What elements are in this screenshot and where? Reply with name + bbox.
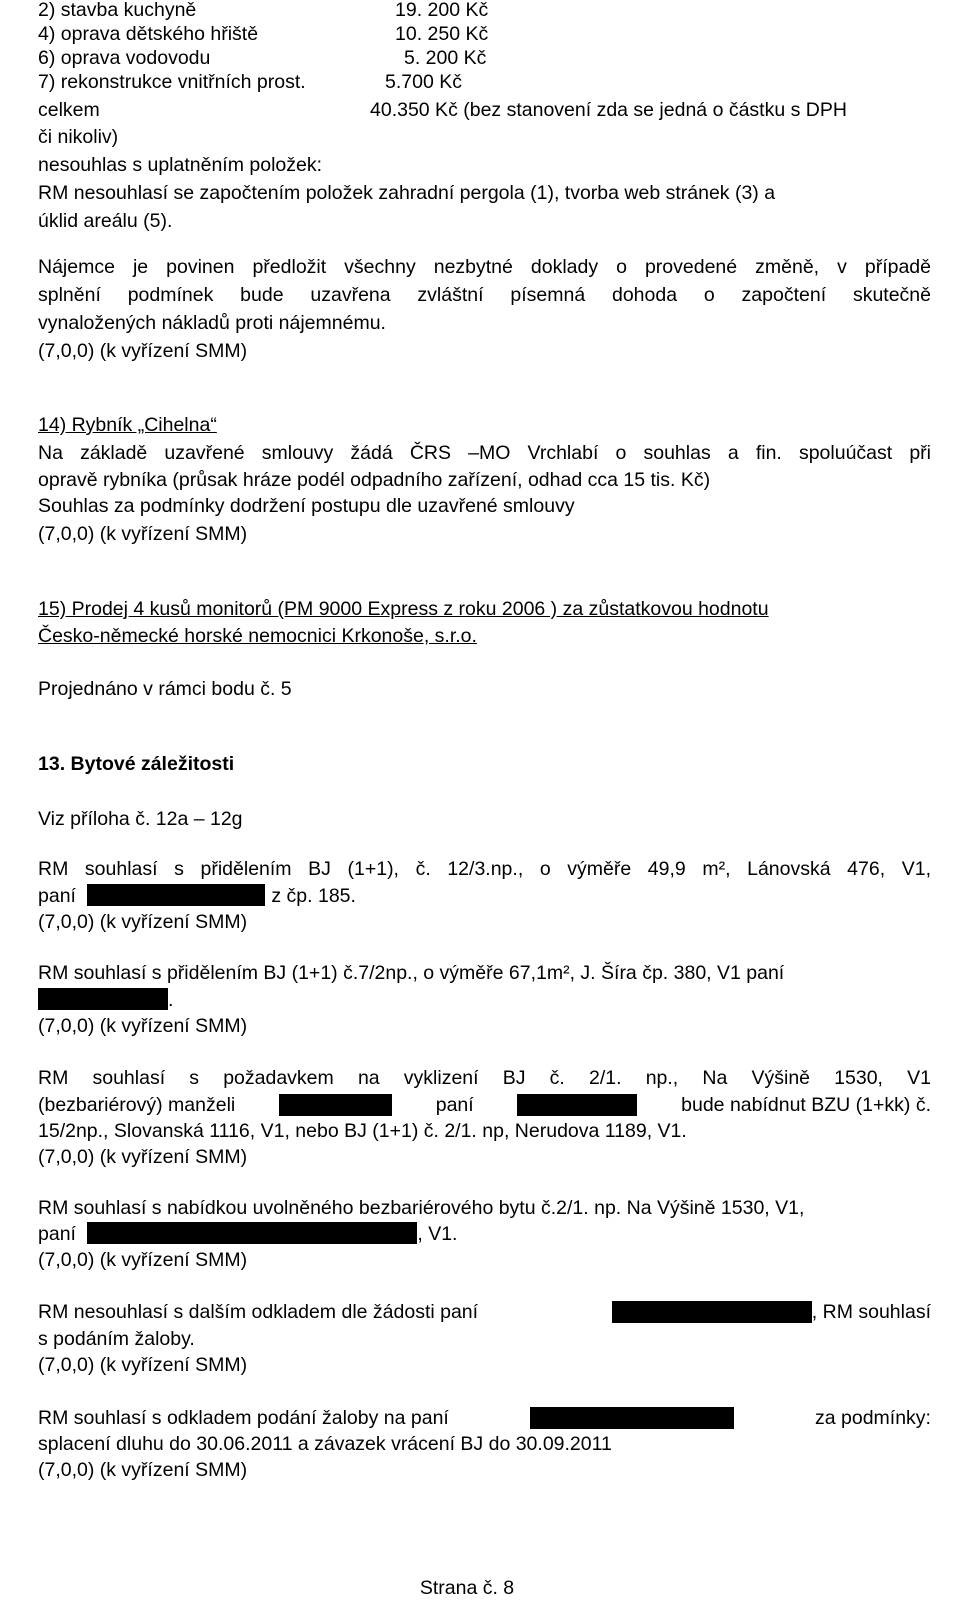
- bj3-post: bude nabídnut BZU (1+kk) č.: [681, 1094, 931, 1116]
- redaction-box: [517, 1094, 637, 1116]
- item-label-6: 6) oprava vodovodu: [38, 47, 211, 69]
- redaction-box: [87, 1222, 417, 1244]
- bj3-mid: paní: [435, 1094, 474, 1116]
- item15-body: Projednáno v rámci bodu č. 5: [38, 678, 292, 700]
- item-amount-4: 10. 250 Kč: [395, 23, 489, 45]
- redaction-box: [279, 1094, 392, 1116]
- bj6-line-1: [38, 1406, 931, 1430]
- vote-result: (7,0,0) (k vyřízení SMM): [38, 911, 248, 933]
- vote-result: (7,0,0) (k vyřízení SMM): [38, 1459, 248, 1481]
- najemce-line-3: vynaložených nákladů proti nájemnému.: [38, 312, 386, 334]
- vote-result: (7,0,0) (k vyřízení SMM): [38, 1015, 248, 1037]
- item-label-4: 4) oprava dětského hřiště: [38, 23, 259, 45]
- bj6-line-2: splacení dluhu do 30.06.2011 a závazek vrácení BJ do 30.09.2011: [38, 1433, 612, 1455]
- item-amount-7: 5.700 Kč: [385, 71, 462, 93]
- bj5-line-1: [38, 1300, 931, 1324]
- item15-title-line-2: Česko-německé horské nemocnici Krkonoše, s.r.o.: [38, 625, 477, 647]
- bj3-line-3: 15/2np., Slovanská 1116, V1, nebo BJ (1+1) č. 2/1. np, Nerudova 1189, V1.: [38, 1120, 687, 1142]
- bj3-line-2: [38, 1093, 931, 1117]
- page-number: Strana č. 8: [419, 1577, 515, 1599]
- bj2-line-2: [38, 988, 173, 1012]
- redaction-box: [87, 884, 265, 906]
- vote-result: (7,0,0) (k vyřízení SMM): [38, 1146, 248, 1168]
- rm-nesouhlasi-line-2: úklid areálu (5).: [38, 210, 173, 232]
- vote-result: (7,0,0) (k vyřízení SMM): [38, 340, 248, 362]
- item-label-7: 7) rekonstrukce vnitřních prost.: [38, 71, 306, 93]
- bj5-line-2: s podáním žaloby.: [38, 1328, 195, 1350]
- item14-title: 14) Rybník „Cihelna“: [38, 414, 217, 436]
- priloha-ref: Viz příloha č. 12a – 12g: [38, 808, 243, 830]
- bj6-pre: RM souhlasí s odkladem podání žaloby na paní: [38, 1407, 449, 1429]
- bj4-line-2: [38, 1222, 457, 1246]
- section-heading: [38, 752, 234, 776]
- item-amount-2: 19. 200 Kč: [395, 0, 489, 21]
- bj1-post: z čp. 185.: [271, 885, 356, 907]
- bj4-pre: paní: [38, 1223, 76, 1245]
- vote-result: (7,0,0) (k vyřízení SMM): [38, 523, 248, 545]
- vote-result: (7,0,0) (k vyřízení SMM): [38, 1249, 248, 1271]
- item14-line-3: Souhlas za podmínky dodržení postupu dle uzavřené smlouvy: [38, 495, 575, 517]
- total-label: celkem: [38, 99, 100, 121]
- bj2-line-1: RM souhlasí s přidělením BJ (1+1) č.7/2np., o výměře 67,1m², J. Šíra čp. 380, V1 paní: [38, 962, 785, 984]
- bj5-pre: RM nesouhlasí s dalším odkladem dle žádosti paní: [38, 1301, 479, 1323]
- bj3-line-1: RM souhlasí s požadavkem na vyklizení BJ č. 2/1. np., Na Výšině 1530, V1: [38, 1067, 931, 1089]
- bj2-post: .: [168, 989, 174, 1011]
- item15-title-line-1: 15) Prodej 4 kusů monitorů (PM 9000 Express z roku 2006 ) za zůstatkovou hodnotu: [38, 598, 769, 620]
- bj1-pre: paní: [38, 885, 76, 907]
- vote-result: (7,0,0) (k vyřízení SMM): [38, 1354, 248, 1376]
- item-amount-6: 5. 200 Kč: [404, 47, 487, 69]
- bj5-right: [612, 1300, 931, 1324]
- najemce-line-2: splnění podmínek bude uzavřena zvláštní písemná dohoda o započtení skutečně: [38, 284, 931, 306]
- redaction-box: [530, 1407, 734, 1429]
- bj1-line-2: [38, 884, 356, 908]
- total-continuation: či nikoliv): [38, 126, 119, 148]
- bj5-post: , RM souhlasí: [811, 1301, 931, 1323]
- nesouhlas-header: nesouhlas s uplatněním položek:: [38, 154, 323, 176]
- item14-line-2: opravě rybníka (průsak hráze podél odpadního zařízení, odhad cca 15 tis. Kč): [38, 469, 711, 491]
- bj1-line-1: RM souhlasí s přidělením BJ (1+1), č. 12/3.np., o výměře 49,9 m², Lánovská 476, V1,: [38, 858, 931, 880]
- rm-nesouhlasi-line-1: RM nesouhlasí se započtením položek zahradní pergola (1), tvorba web stránek (3) a: [38, 182, 776, 204]
- bj4-post: , V1.: [417, 1223, 458, 1245]
- total-amount: 40.350 Kč (bez stanovení zda se jedná o částku s DPH: [370, 99, 847, 121]
- bj6-post: za podmínky:: [815, 1407, 931, 1429]
- bj4-line-1: RM souhlasí s nabídkou uvolněného bezbariérového bytu č.2/1. np. Na Výšině 1530, V1,: [38, 1197, 805, 1219]
- section-13-title: 13. Bytové záležitosti: [38, 753, 235, 775]
- bj3-pre: (bezbariérový) manželi: [38, 1094, 236, 1116]
- redaction-box: [612, 1301, 812, 1323]
- item-label-2: 2) stavba kuchyně: [38, 0, 197, 21]
- redaction-box: [38, 988, 168, 1010]
- item14-line-1: Na základě uzavřené smlouvy žádá ČRS –MO Vrchlabí o souhlas a fin. spoluúčast při: [38, 442, 931, 464]
- najemce-line-1: Nájemce je povinen předložit všechny nezbytné doklady o provedené změně, v případě: [38, 256, 931, 278]
